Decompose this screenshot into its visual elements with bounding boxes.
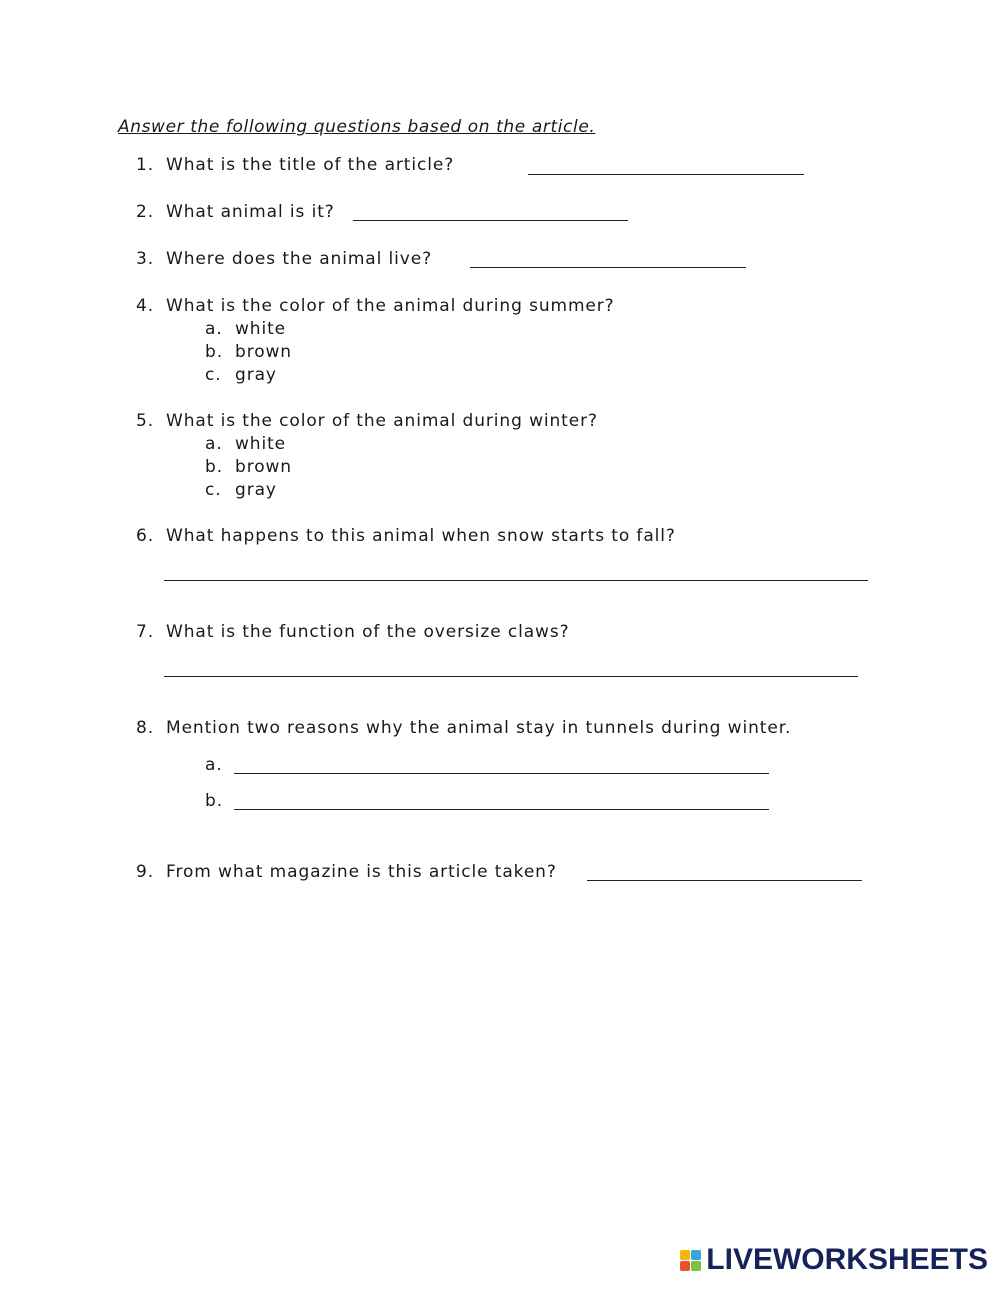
option-letter: c. [205,365,222,385]
answer-blank-8a[interactable] [234,773,769,774]
question-number: 4. [136,296,155,316]
option-letter: b. [205,342,223,362]
question-text: Where does the animal live? [166,249,433,269]
logo-squares-icon [680,1250,701,1271]
option-letter: b. [205,457,223,477]
option-4b[interactable] [205,342,292,362]
option-text: gray [235,480,277,500]
question-text: What is the color of the animal during summer? [166,296,615,316]
question-number: 3. [136,249,155,269]
answer-blank-2[interactable] [353,220,628,221]
answer-blank-1[interactable] [528,174,804,175]
answer-blank-7[interactable] [164,676,858,677]
question-number: 5. [136,411,155,431]
option-5a[interactable] [205,434,286,454]
option-text: brown [235,342,292,362]
answer-blank-3[interactable] [470,267,746,268]
question-number: 1. [136,155,155,175]
answer-blank-8b[interactable] [234,809,769,810]
blank-label-8a: a. [205,755,223,775]
logo-text: LIVEWORKSHEETS [706,1243,988,1276]
option-5b[interactable] [205,457,292,477]
logo-square [691,1261,701,1271]
logo-square [691,1250,701,1260]
option-text: brown [235,457,292,477]
option-letter: c. [205,480,222,500]
question-text: What is the color of the animal during winter? [166,411,598,431]
blank-label-8b: b. [205,791,223,811]
question-text: What is the title of the article? [166,155,455,175]
question-number: 8. [136,718,155,738]
logo-square [680,1250,690,1260]
question-5 [136,411,598,431]
option-letter: a. [205,434,223,454]
question-text: From what magazine is this article taken? [166,862,557,882]
option-text: white [235,434,287,454]
logo-square [680,1261,690,1271]
option-5c[interactable] [205,480,277,500]
question-6 [136,526,676,546]
option-letter: a. [205,319,223,339]
question-3 [136,249,432,269]
question-text: What animal is it? [166,202,335,222]
option-4a[interactable] [205,319,286,339]
question-8 [136,718,791,738]
liveworksheets-logo[interactable] [680,1243,988,1277]
question-2 [136,202,335,222]
instruction: Answer the following questions based on the article. [118,117,596,137]
question-text: What happens to this animal when snow starts to fall? [166,526,676,546]
question-number: 7. [136,622,155,642]
question-number: 6. [136,526,155,546]
question-number: 2. [136,202,155,222]
question-text: What is the function of the oversize claws? [166,622,570,642]
option-text: white [235,319,287,339]
question-text: Mention two reasons why the animal stay in tunnels during winter. [166,718,792,738]
question-9 [136,862,557,882]
option-text: gray [235,365,277,385]
question-1 [136,155,454,175]
question-number: 9. [136,862,155,882]
option-4c[interactable] [205,365,277,385]
question-7 [136,622,570,642]
answer-blank-9[interactable] [587,880,862,881]
answer-blank-6[interactable] [164,580,868,581]
question-4 [136,296,615,316]
